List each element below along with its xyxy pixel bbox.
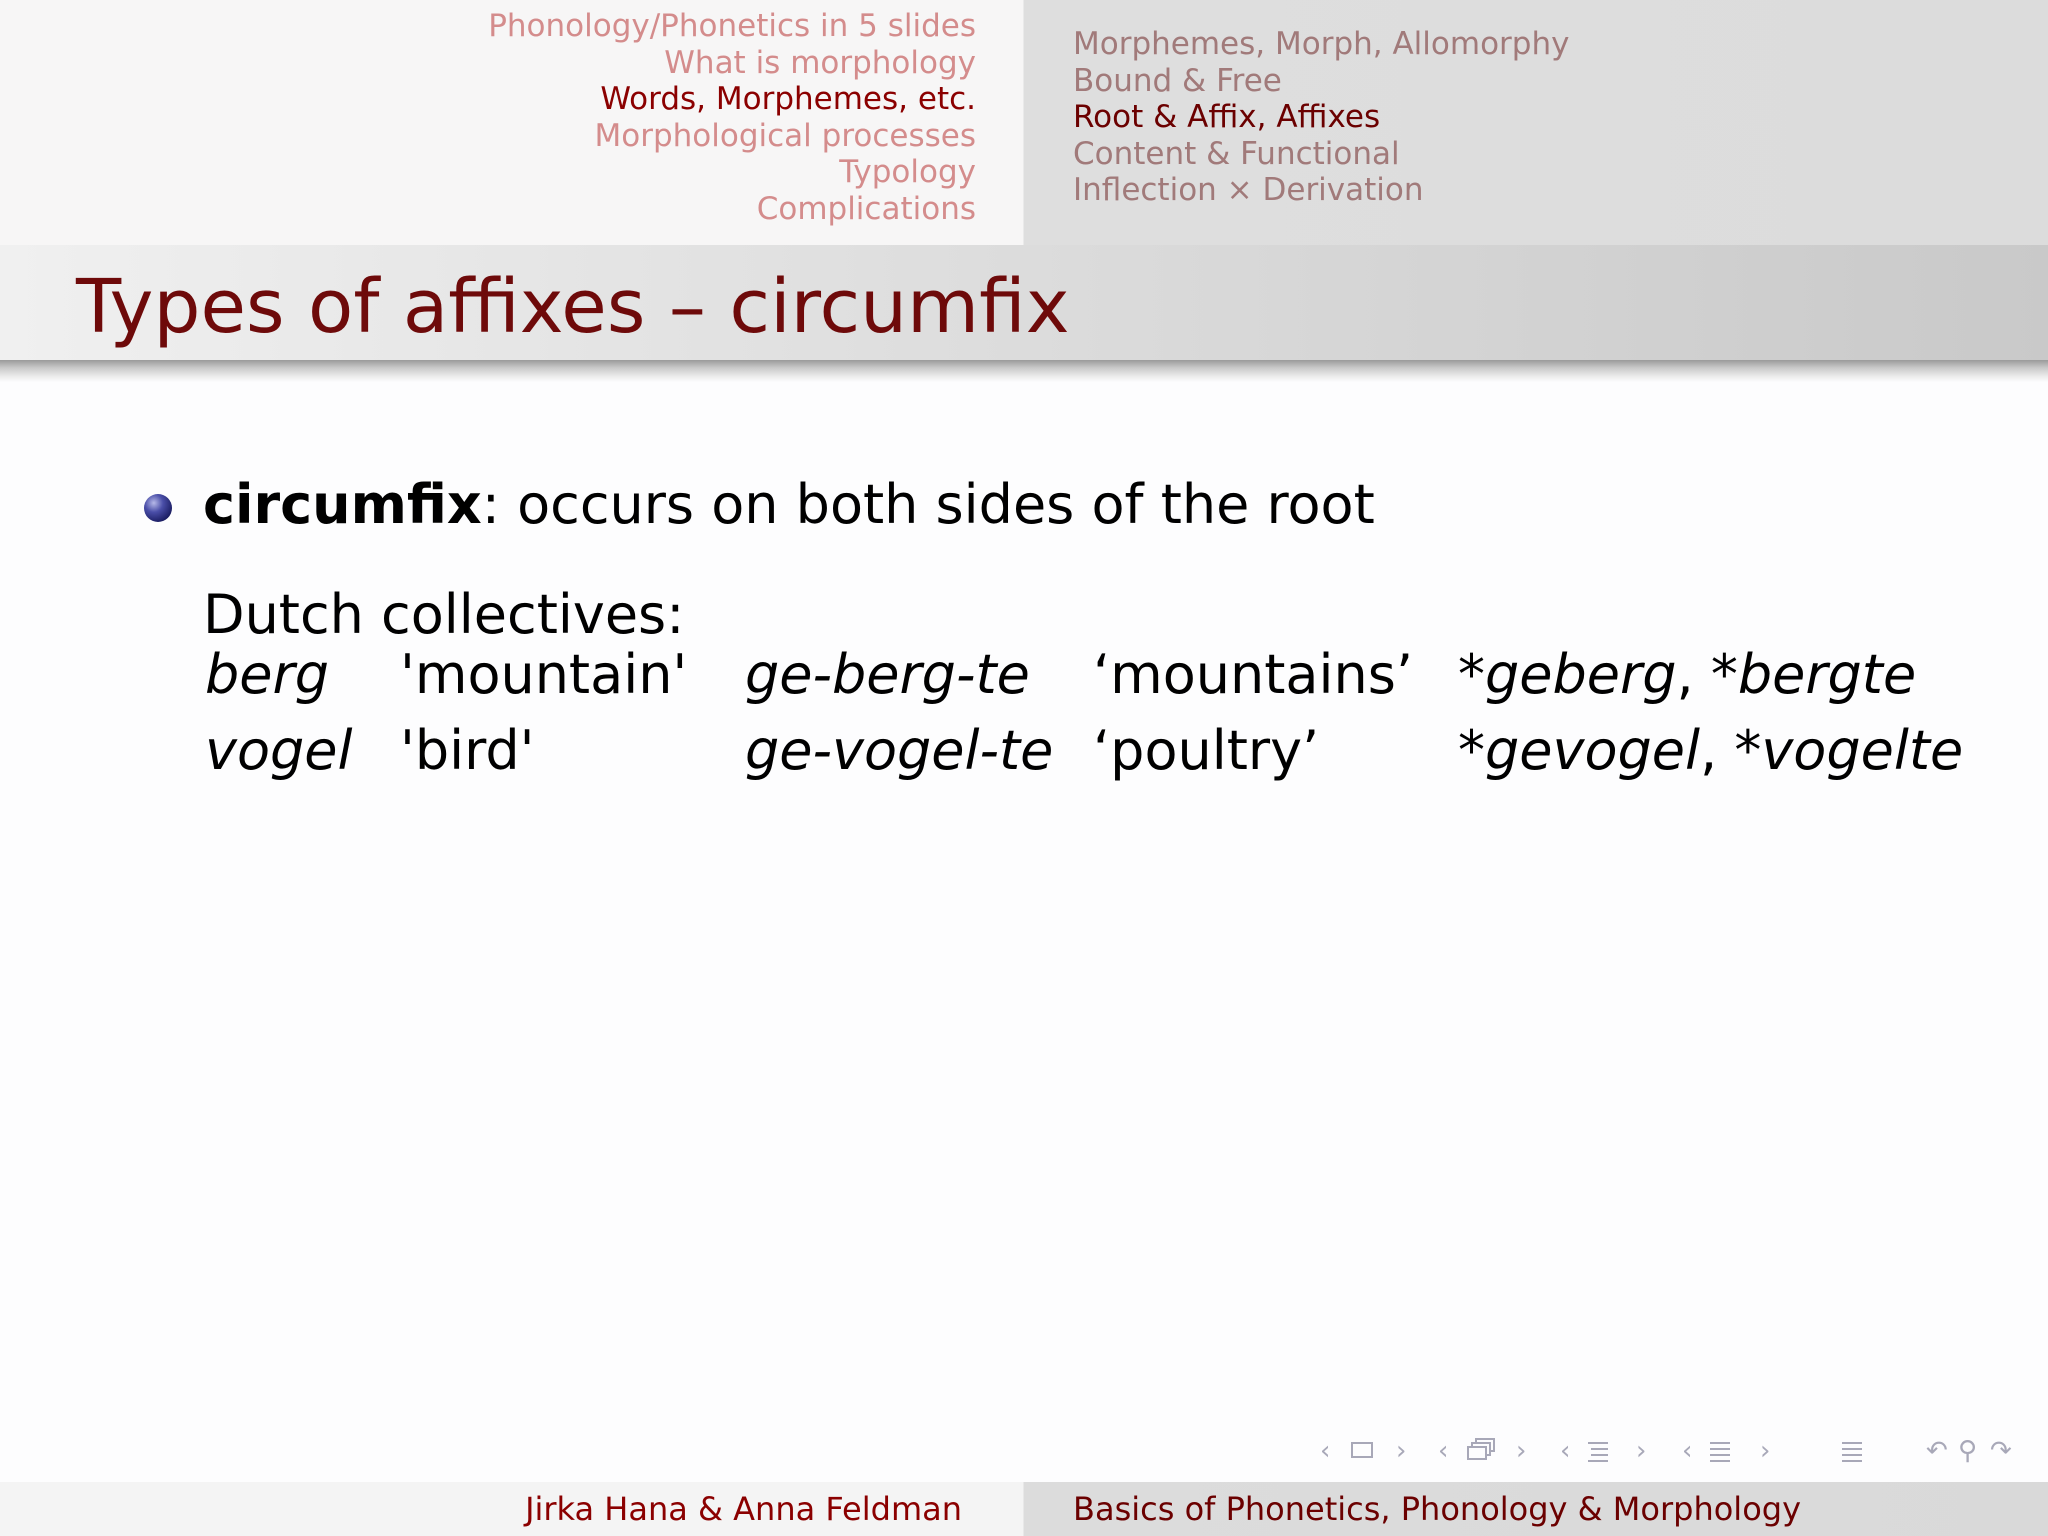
subsection-link-inflection-derivation[interactable]: Inflection × Derivation: [1073, 172, 1424, 208]
undo-icon[interactable]: ↶: [1926, 1436, 1948, 1466]
derived-gloss: ‘mountains’: [1093, 643, 1414, 706]
arrow-right-icon[interactable]: ›: [1760, 1436, 1771, 1466]
example-intro: Dutch collectives:: [203, 583, 685, 646]
star-mark: *: [1734, 719, 1762, 782]
example-row: [0, 716, 2048, 792]
ungrammatical-forms: [1458, 640, 1916, 710]
ungrammatical-forms: [1458, 716, 1963, 786]
root-word: vogel: [205, 719, 353, 782]
star-mark: *: [1710, 643, 1738, 706]
example-row: [0, 640, 2048, 716]
root-word: berg: [205, 643, 329, 706]
section-icon[interactable]: [1586, 1439, 1610, 1463]
separator: ,: [1700, 719, 1735, 782]
section-nav: [0, 8, 976, 227]
star-mark: *: [1458, 643, 1485, 706]
bullet-term: circumfix: [203, 473, 482, 536]
arrow-left-icon[interactable]: ‹: [1560, 1436, 1571, 1466]
subsection-nav: [1073, 26, 2033, 209]
bad-form: bergte: [1737, 643, 1917, 706]
derived-word: ge-vogel-te: [745, 719, 1054, 782]
bad-form: vogelte: [1761, 719, 1964, 782]
frame-title: Types of affixes – circumfix: [76, 264, 1070, 350]
subsection-link-morphemes[interactable]: Morphemes, Morph, Allomorphy: [1073, 26, 1570, 62]
derived-gloss: ‘poultry’: [1093, 719, 1320, 782]
toc-icon[interactable]: [1840, 1439, 1864, 1463]
search-icon[interactable]: ⚲: [1958, 1436, 1978, 1466]
arrow-left-icon[interactable]: ‹: [1682, 1436, 1693, 1466]
footer: [0, 1482, 2048, 1536]
arrow-right-icon[interactable]: ›: [1636, 1436, 1647, 1466]
section-link-what-is-morphology[interactable]: What is morphology: [664, 44, 976, 81]
bullet-definition: : occurs on both sides of the root: [481, 473, 1375, 536]
root-gloss: 'mountain': [400, 643, 688, 706]
derived-word: ge-berg-te: [745, 643, 1030, 706]
bad-form: geberg: [1485, 643, 1677, 706]
subsection-link-bound-free[interactable]: Bound & Free: [1073, 62, 1282, 99]
separator: ,: [1676, 643, 1711, 706]
section-link-complications[interactable]: Complications: [756, 190, 976, 227]
subsection-link-content-functional[interactable]: Content & Functional: [1073, 135, 1400, 172]
root-gloss: 'bird': [400, 719, 535, 782]
bad-form: gevogel: [1485, 719, 1700, 782]
section-link-words-morphemes[interactable]: Words, Morphemes, etc.: [600, 81, 976, 117]
subsection-link-root-affix[interactable]: Root & Affix, Affixes: [1073, 99, 1381, 135]
bullet-text: [203, 470, 1375, 540]
redo-icon[interactable]: ↷: [1990, 1436, 2012, 1466]
arrow-left-icon[interactable]: ‹: [1320, 1436, 1331, 1466]
footer-authors: Jirka Hana & Anna Feldman: [525, 1490, 962, 1528]
arrow-right-icon[interactable]: ›: [1396, 1436, 1407, 1466]
header-navigation: [0, 0, 2048, 245]
document-icon[interactable]: [1708, 1439, 1732, 1463]
frame-icon[interactable]: [1350, 1440, 1374, 1460]
navigation-symbols: [1310, 1434, 2030, 1468]
section-link-phonology[interactable]: Phonology/Phonetics in 5 slides: [488, 8, 976, 44]
section-link-typology[interactable]: Typology: [839, 154, 976, 190]
bullet-icon: [144, 494, 172, 522]
subsection-icon[interactable]: [1466, 1437, 1498, 1463]
footer-course-title: Basics of Phonetics, Phonology & Morphology: [1073, 1490, 1802, 1528]
title-shadow: [0, 360, 2048, 382]
star-mark: *: [1458, 719, 1485, 782]
section-link-morphological-processes[interactable]: Morphological processes: [594, 117, 976, 154]
arrow-right-icon[interactable]: ›: [1516, 1436, 1527, 1466]
arrow-left-icon[interactable]: ‹: [1438, 1436, 1449, 1466]
